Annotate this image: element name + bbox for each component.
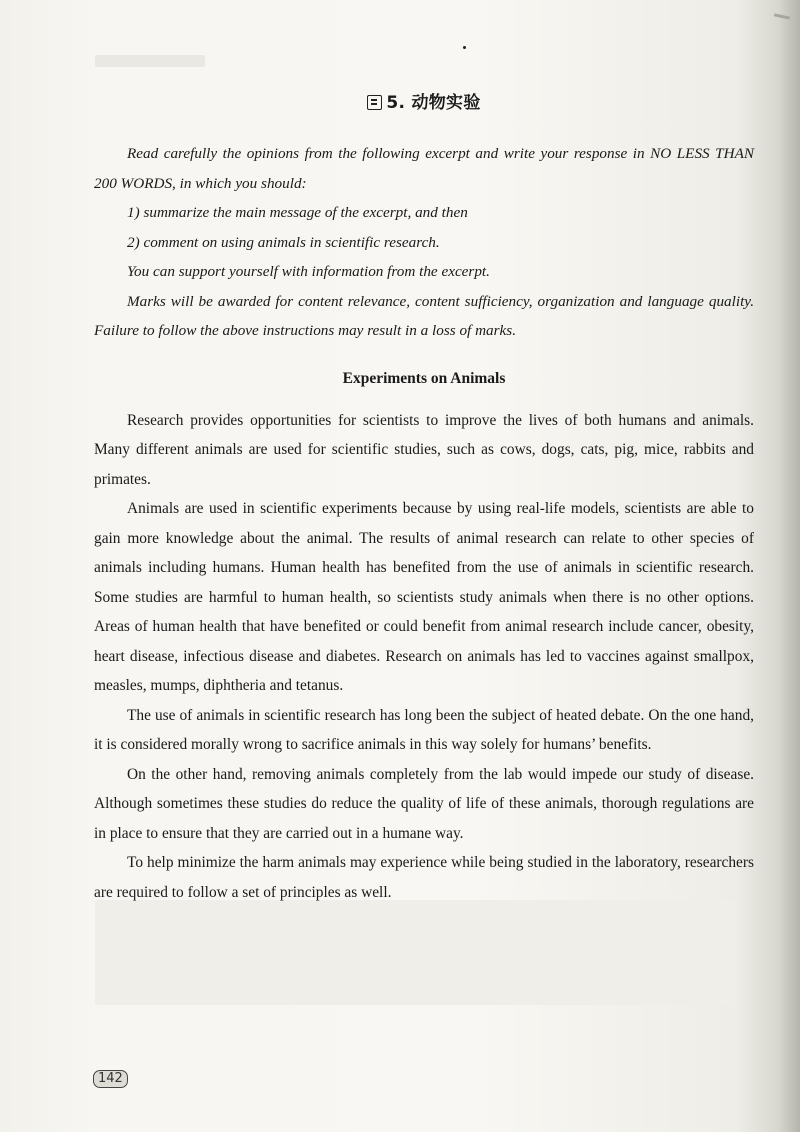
instruction-intro: Read carefully the opinions from the following excerpt and write your response in NO LESS THAN 200 WORDS, in which you should: xyxy=(94,145,754,192)
article-paragraph: Animals are used in scientific experiments because by using real-life models, scientists are able to gain more knowledge about the animal. The results of animal research can relate to other species of animals including humans. Human health has benefited from the use of animals in scientific research. Some studies are harmful to human health, so scientists study animals when there is no other options. Areas of human health that have benefited or could benefit from animal research include cancer, obesity, heart disease, infectious disease and diabetes. Research on animals has led to vaccines against smallpox, measles, mumps, diphtheria and tetanus. xyxy=(94,500,754,694)
instruction-item-2: 2) comment on using animals in scientific research. xyxy=(127,233,440,251)
note-icon xyxy=(367,95,382,110)
instruction-marks: Marks will be awarded for content relevance, content sufficiency, organization and language quality. Failure to follow the above instructions may result in a loss of marks. xyxy=(94,292,754,339)
article-paragraph: To help minimize the harm animals may experience while being studied in the laboratory, researchers are required to follow a set of principles as well. xyxy=(94,854,754,901)
section-heading xyxy=(94,88,754,113)
speck-mark xyxy=(463,46,466,49)
instruction-support: You can support yourself with information from the excerpt. xyxy=(127,263,490,280)
instruction-item-1: 1) summarize the main message of the excerpt, and then xyxy=(127,204,468,221)
show-through-block xyxy=(95,900,735,1005)
exercise-content xyxy=(94,88,754,907)
show-through-block xyxy=(95,55,205,67)
article-paragraph: On the other hand, removing animals completely from the lab would impede our study of disease. Although sometimes these studies do reduce the quality of life of these animals, thorough regulations are in place to ensure that they are carried out in a humane way. xyxy=(94,765,754,842)
article-paragraph: The use of animals in scientific research has long been the subject of heated debate. On the one hand, it is considered morally wrong to sacrifice animals in this way solely for humans’ benefits. xyxy=(94,706,754,753)
article-paragraph: Research provides opportunities for scientists to improve the lives of both humans and animals. Many different animals are used for scientific studies, such as cows, dogs, cats, pig, mice, rabbits and primates. xyxy=(94,411,754,488)
article-title: Experiments on Animals xyxy=(342,369,506,387)
page-number: 142 xyxy=(93,1070,128,1088)
section-title-text: 5. 动物实验 xyxy=(386,93,481,113)
